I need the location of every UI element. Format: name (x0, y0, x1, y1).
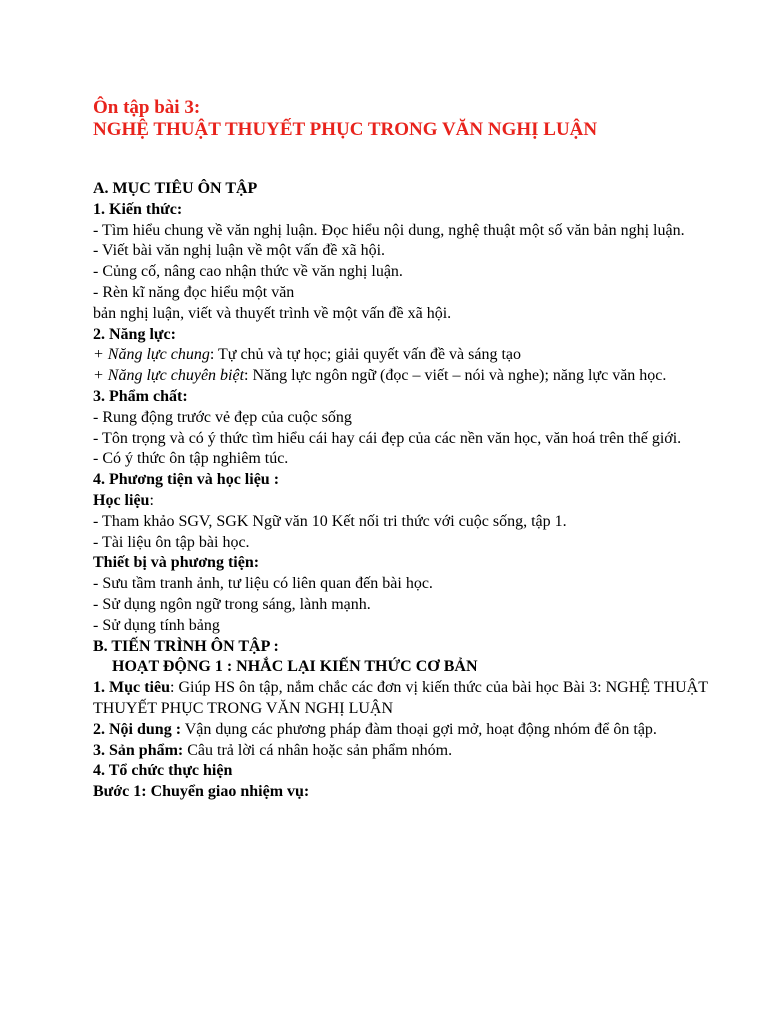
competence-general (93, 345, 708, 366)
learning-item-2: - Tài liệu ôn tập bài học. (93, 533, 250, 551)
competence-specific (93, 366, 708, 387)
knowledge-item-5: bản nghị luận, viết và thuyết trình về một vấn đề xã hội. (93, 304, 452, 322)
product-label: 3. Sản phẩm: (93, 741, 184, 759)
goal-paragraph (93, 678, 708, 720)
content-paragraph (93, 720, 708, 741)
materials-heading: 4. Phương tiện và học liệu : (93, 471, 280, 489)
section-b-heading: B. TIẾN TRÌNH ÔN TẬP : (93, 637, 279, 655)
competence-specific-text: : Năng lực ngôn ngữ (đọc – viết – nói và nghe); năng lực văn học. (244, 367, 667, 385)
quality-heading: 3. Phẩm chất: (93, 387, 188, 405)
goal-text: : Giúp HS ôn tập, nắm chắc các đơn vị kiến thức của bài học Bài 3: NGHỆ THUẬT THUYẾT PHỤC TRONG VĂN NGHỊ LUẬN (93, 679, 709, 717)
document-title (93, 97, 708, 141)
learning-materials-heading (93, 491, 708, 512)
document-body (93, 179, 708, 803)
activity-1-heading: HOẠT ĐỘNG 1 : NHẮC LẠI KIẾN THỨC CƠ BẢN (112, 658, 478, 676)
competence-general-text: : Tự chủ và tự học; giải quyết vấn đề và sáng tạo (209, 346, 522, 364)
knowledge-item-1: - Tìm hiểu chung về văn nghị luận. Đọc hiểu nội dung, nghệ thuật một số văn bản nghị luận. (93, 221, 685, 239)
equipment-heading: Thiết bị và phương tiện: (93, 554, 260, 572)
quality-item-1: - Rung động trước vẻ đẹp của cuộc sống (93, 408, 352, 426)
learning-item-1: - Tham khảo SGV, SGK Ngữ văn 10 Kết nối tri thức với cuộc sống, tập 1. (93, 512, 567, 530)
product-text: Câu trả lời cá nhân hoặc sản phẩm nhóm. (183, 741, 453, 759)
title-line-2: NGHỆ THUẬT THUYẾT PHỤC TRONG VĂN NGHỊ LUẬN (93, 119, 598, 140)
learning-materials-colon: : (149, 491, 154, 509)
content-label: 2. Nội dung : (93, 720, 182, 738)
knowledge-item-4: - Rèn kĩ năng đọc hiểu một văn (93, 283, 295, 301)
content-text: Vận dụng các phương pháp đàm thoại gợi mở, hoạt động nhóm để ôn tập. (181, 720, 657, 738)
competence-specific-label: + Năng lực chuyên biệt (93, 367, 245, 385)
equipment-item-2: - Sử dụng ngôn ngữ trong sáng, lành mạnh. (93, 595, 371, 613)
knowledge-item-3: - Củng cố, nâng cao nhận thức về văn nghị luận. (93, 263, 403, 281)
learning-materials-label: Học liệu (93, 491, 150, 509)
title-line-1: Ôn tập bài 3: (93, 97, 201, 118)
knowledge-heading: 1. Kiến thức: (93, 200, 183, 218)
quality-item-2: - Tôn trọng và có ý thức tìm hiểu cái hay cái đẹp của các nền văn học, văn hoá trên thế giới. (93, 429, 682, 447)
organize-heading: 4. Tổ chức thực hiện (93, 762, 233, 780)
quality-item-3: - Có ý thức ôn tập nghiêm túc. (93, 450, 289, 468)
knowledge-item-2: - Viết bài văn nghị luận về một vấn đề xã hội. (93, 242, 386, 260)
section-a-heading: A. MỤC TIÊU ÔN TẬP (93, 180, 258, 197)
product-paragraph (93, 741, 708, 762)
equipment-item-3: - Sử dụng tính bảng (93, 616, 220, 634)
competence-heading: 2. Năng lực: (93, 325, 176, 343)
competence-general-label: + Năng lực chung (93, 346, 210, 364)
equipment-item-1: - Sưu tầm tranh ảnh, tư liệu có liên quan đến bài học. (93, 575, 433, 593)
goal-label: 1. Mục tiêu (93, 679, 170, 697)
step-1-heading: Bước 1: Chuyển giao nhiệm vụ: (93, 783, 310, 801)
